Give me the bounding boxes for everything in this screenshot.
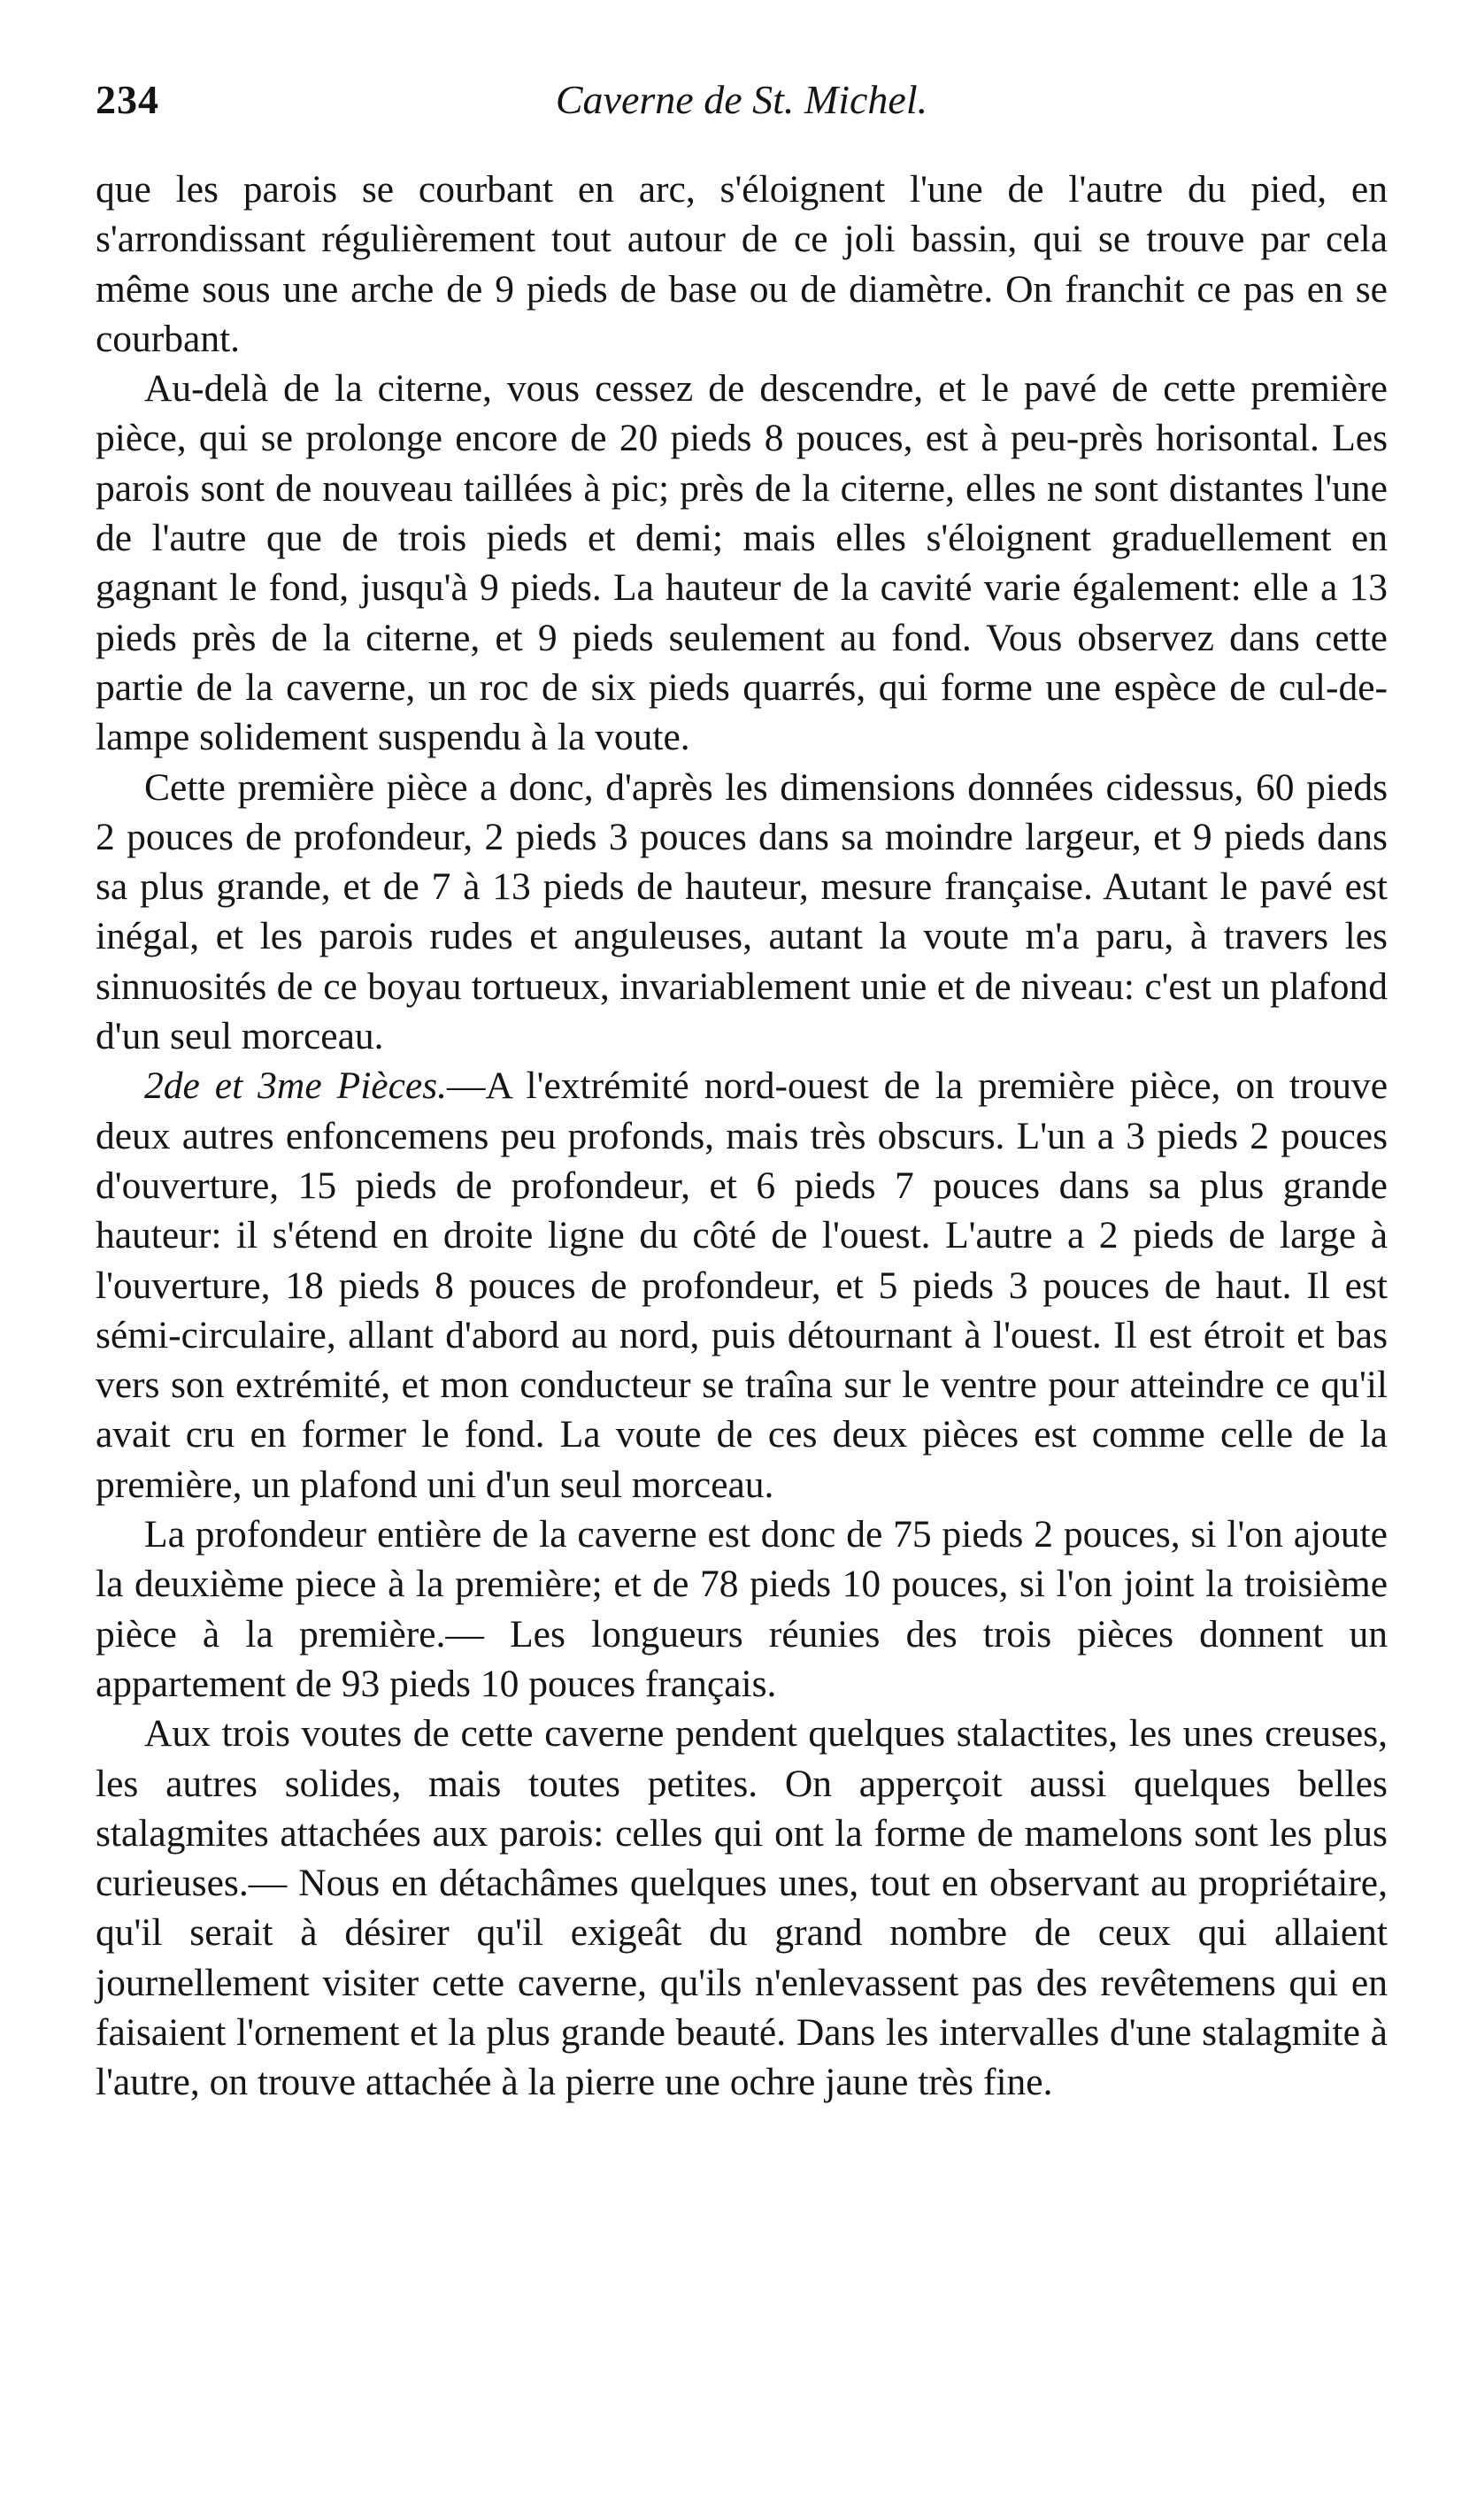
- paragraph-first-room-dimensions: Cette première pièce a donc, d'après les dimensions données cidessus, 60 pieds 2 pouces de profondeur, 2 pieds 3 pouces dans sa moindre largeur, et 9 pieds dans sa plus grande, et de 7 à 13 pieds de hauteur, mesure française. Autant le pavé est inégal, et les parois rudes et anguleuses, autant la voute m'a paru, à travers les sinnuosités de ce boyau tortueux, invariablement unie et de niveau: c'est un plafond d'un seul morceau.: [96, 765, 1388, 1058]
- paragraph-continuation: que les parois se courbant en arc, s'éloignent l'une de l'autre du pied, en s'arrondissant régulièrement tout autour de ce joli bassin, qui se trouve par cela même sous une arche de 9 pieds de base ou de diamètre. On franchit ce pas en se courbant.: [96, 168, 1388, 360]
- section-run-in-heading: 2de et 3me Pièces.: [144, 1064, 448, 1108]
- paragraph-stalactites: Aux trois voutes de cette caverne pendent quelques stalactites, les unes creuses, les autres solides, mais toutes petites. On apperçoit aussi quelques belles stalagmites attachées aux parois: celles qui ont la forme de mamelons sont les plus curieuses.— Nous en détachâmes quelques unes, tout en observant au propriétaire, qu'il serait à désirer qu'il exigeât du grand nombre de ceux qui allaient journellement visiter cette caverne, qu'ils n'enlevassent pas des revêtemens qui en faisaient l'ornement et la plus grande beauté. Dans les intervalles d'une stalagmite à l'autre, on trouve attachée à la pierre une ochre jaune très fine.: [96, 1712, 1388, 2104]
- paragraph-total-depth: La profondeur entière de la caverne est donc de 75 pieds 2 pouces, si l'on ajoute la deuxième piece à la première; et de 78 pieds 10 pouces, si l'on joint la troisième pièce à la première.— Les longueurs réunies des trois pièces donnent un appartement de 93 pieds 10 pouces français.: [96, 1513, 1388, 1705]
- paragraph-body: —A l'extrémité nord-ouest de la première pièce, on trouve deux autres enfoncemens peu profonds, mais très obscurs. L'un a 3 pieds 2 pouces d'ouverture, 15 pieds de profondeur, et 6 pieds 7 pouces dans sa plus grande hauteur: il s'étend en droite ligne du côté de l'ouest. L'autre a 2 pieds de large à l'ouverture, 18 pieds 8 pouces de profondeur, et 5 pieds 3 pouces de haut. Il est sémi-circulaire, allant d'abord au nord, puis détournant à l'ouest. Il est étroit et bas vers son extrémité, et mon conducteur se traîna sur le ventre pour atteindre ce qu'il avait cru en former le fond. La voute de ces deux pièces est comme celle de la première, un plafond uni d'un seul morceau.: [96, 1064, 1388, 1506]
- paragraph-second-third-rooms: [96, 1061, 1388, 1510]
- running-title: Caverne de St. Michel.: [555, 77, 928, 122]
- page-header: [96, 76, 1388, 138]
- paragraph-citerne: Au-delà de la citerne, vous cessez de descendre, et le pavé de cette première pièce, qui se prolonge encore de 20 pieds 8 pouces, est à peu-près horisontal. Les parois sont de nouveau taillées à pic; près de la citerne, elles ne sont distantes l'une de l'autre que de trois pieds et demi; mais elles s'éloignent graduellement en gagnant le fond, jusqu'à 9 pieds. La hauteur de la cavité varie également: elle a 13 pieds près de la citerne, et 9 pieds seulement au fond. Vous observez dans cette partie de la caverne, un roc de six pieds quarrés, qui forme une espèce de cul-de-lampe solidement suspendu à la voute.: [96, 367, 1388, 759]
- page-number: 234: [96, 77, 159, 122]
- body-text: [96, 165, 1388, 2108]
